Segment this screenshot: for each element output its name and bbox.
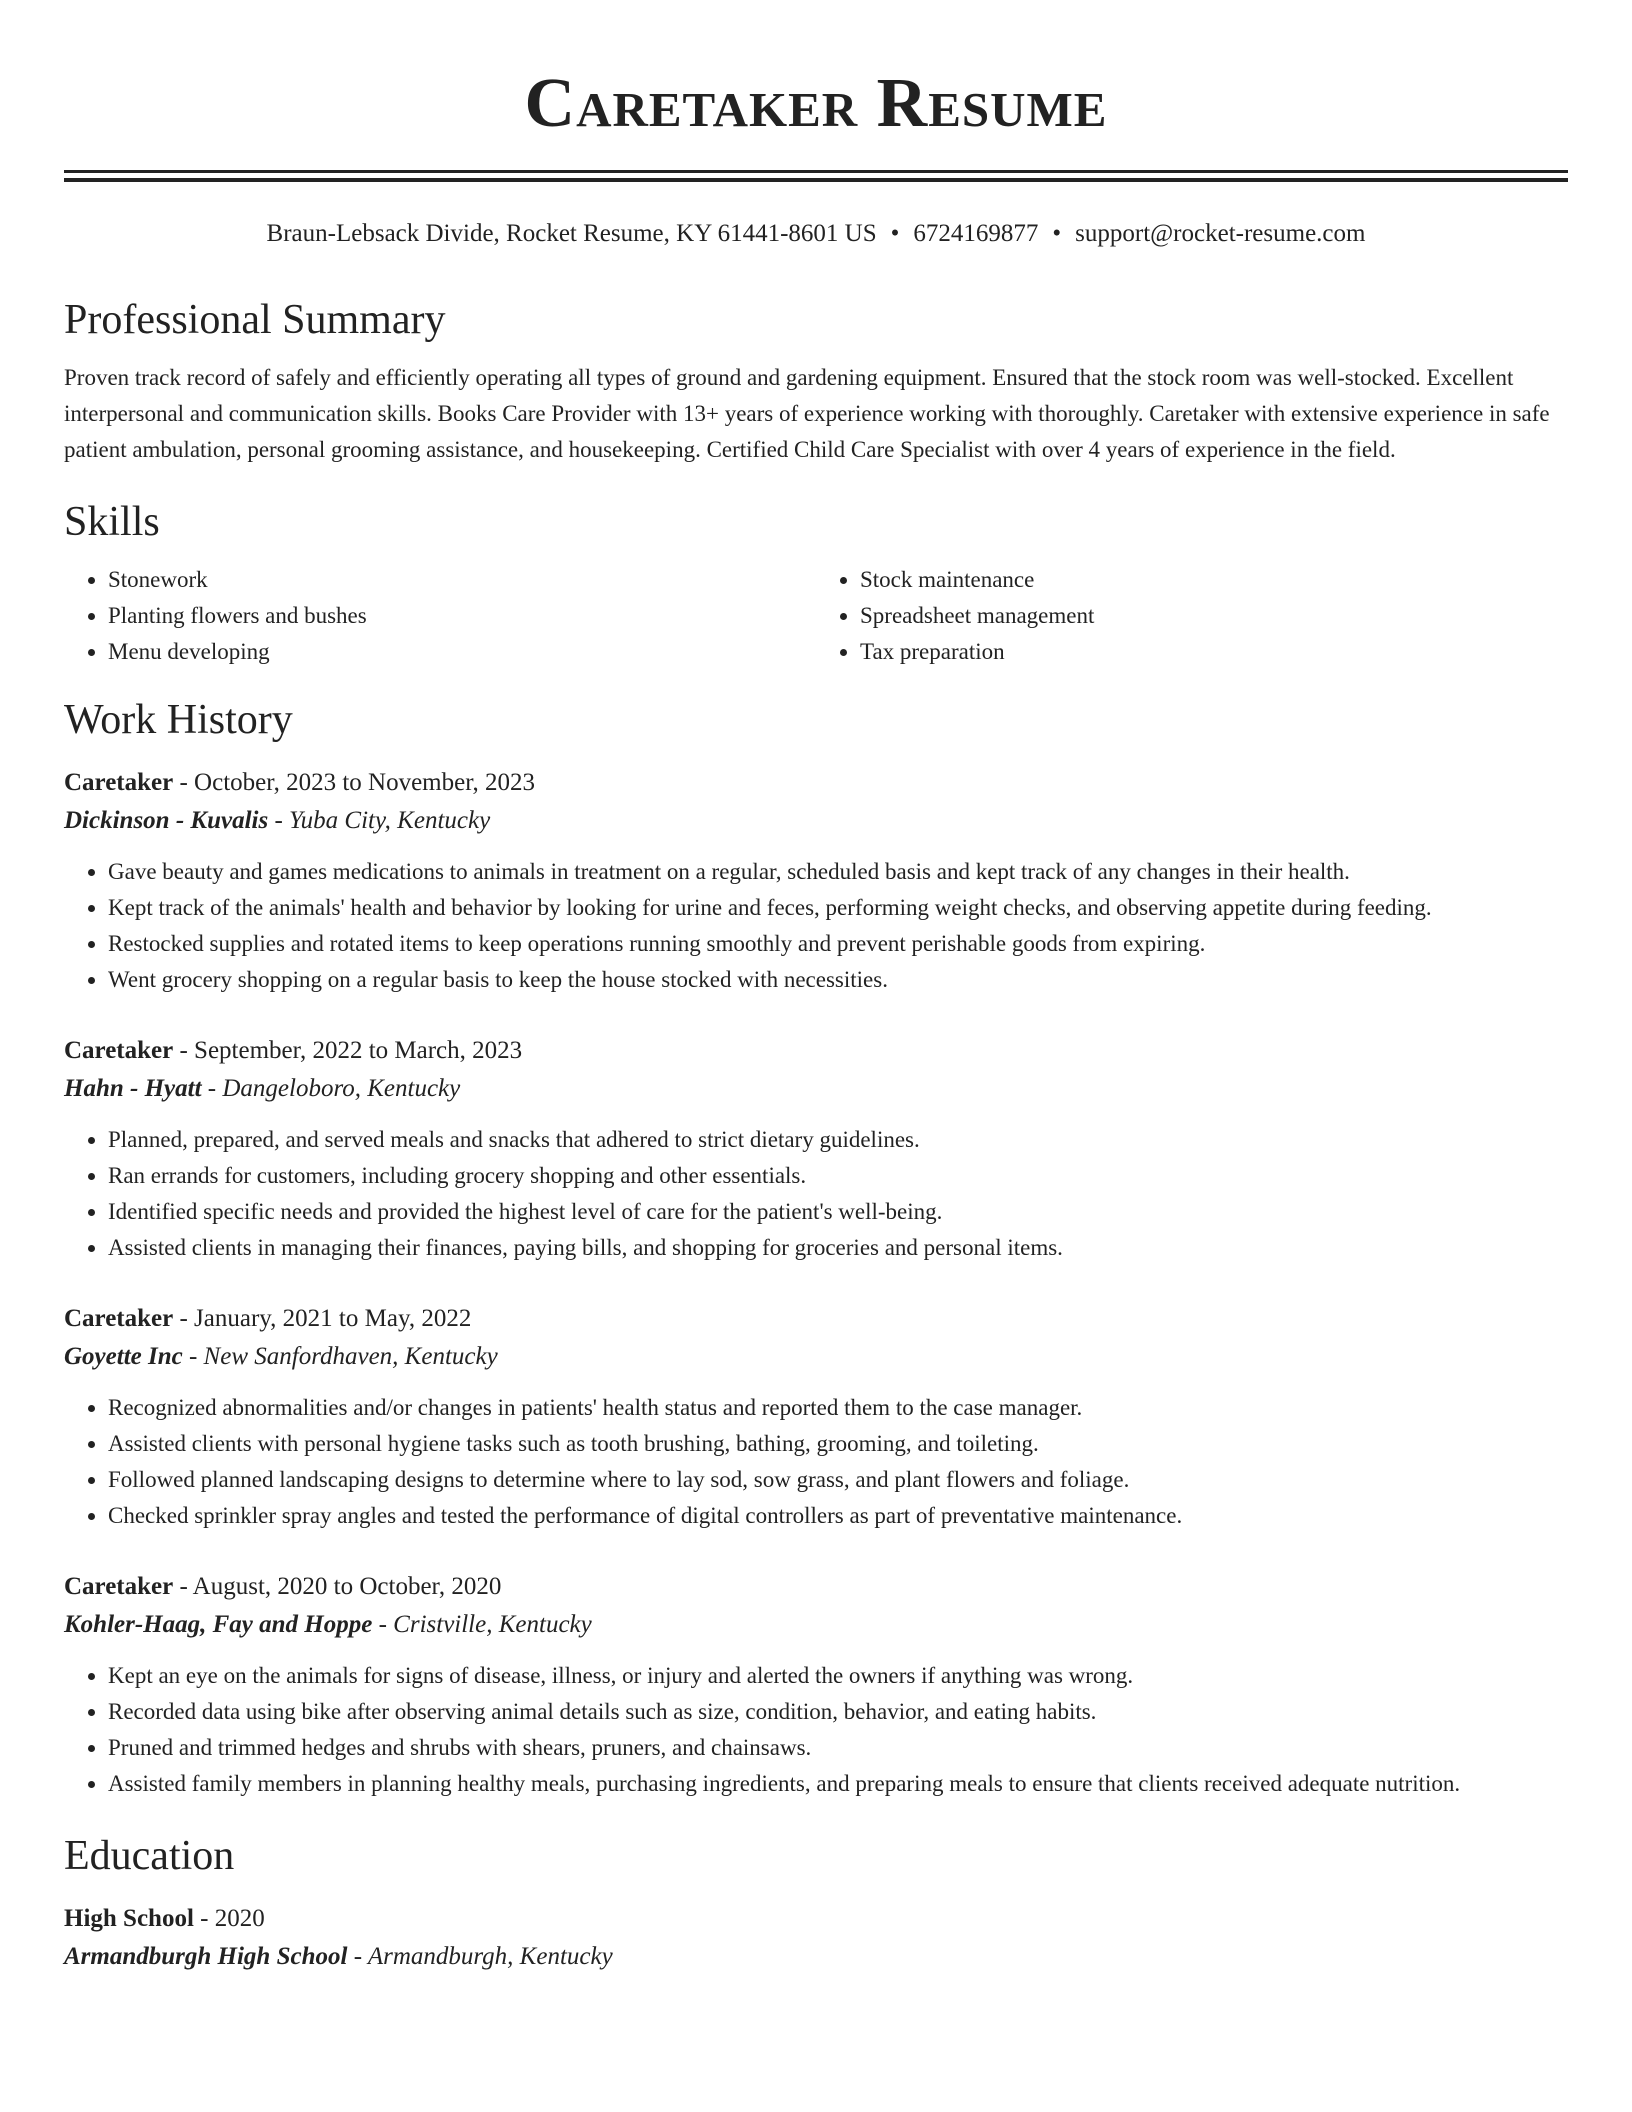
company-location: Cristville, Kentucky xyxy=(393,1611,592,1638)
job-title-line xyxy=(64,1300,1568,1338)
job-entry xyxy=(64,764,1568,998)
resume-title: Caretaker Resume xyxy=(524,65,1108,142)
degree: High School xyxy=(64,1905,194,1932)
skill-item: • Stock maintenance xyxy=(860,562,1568,598)
skill-item: • Menu developing xyxy=(108,634,816,670)
job-bullet: • Recognized abnormalities and/or changes in patients' health status and reported them to the case manager. xyxy=(108,1390,1568,1426)
dash: - xyxy=(188,1343,198,1370)
job-title-line xyxy=(64,1568,1568,1606)
job-title: Caretaker xyxy=(64,1305,174,1332)
contact-phone: 6724169877 xyxy=(913,220,1039,247)
summary-heading: Professional Summary xyxy=(64,297,446,343)
contact-email: support@rocket-resume.com xyxy=(1075,220,1366,247)
dash: - xyxy=(274,807,283,834)
job-title: Caretaker xyxy=(64,1573,174,1600)
job-bullet: • Kept an eye on the animals for signs of disease, illness, or injury and alerted the owners if anything was wrong. xyxy=(108,1658,1568,1694)
skill-item: • Stonework xyxy=(108,562,816,598)
job-bullet: • Planned, prepared, and served meals and snacks that adhered to strict dietary guidelines. xyxy=(108,1122,1568,1158)
job-bullet: • Went grocery shopping on a regular basis to keep the house stocked with necessities. xyxy=(108,962,1568,998)
job-bullets xyxy=(64,1390,1568,1534)
graduation-year: 2020 xyxy=(214,1905,265,1932)
skills-heading: Skills xyxy=(64,499,160,545)
job-bullet: • Assisted clients in managing their finances, paying bills, and shopping for groceries and personal items. xyxy=(108,1230,1568,1266)
company-location: Yuba City, Kentucky xyxy=(289,807,491,834)
company-name: Kohler-Haag, Fay and Hoppe xyxy=(64,1611,373,1638)
contact-separator: • xyxy=(1052,220,1062,247)
job-bullet: • Restocked supplies and rotated items to keep operations running smoothly and prevent perishable goods from expiring. xyxy=(108,926,1568,962)
dash: - xyxy=(179,1305,188,1332)
company-location: New Sanfordhaven, Kentucky xyxy=(203,1343,498,1370)
summary-text: Proven track record of safely and efficiently operating all types of ground and gardening equipment. Ensured that the stock room was well-stocked. Excellent interpersonal and communication skills. Books Care Provider with 13+ years of experience working with thoroughly. Caretaker with extensive experience in safe patient ambulation, personal grooming assistance, and housekeeping. Certified Child Care Specialist with over 4 years of experience in the field. xyxy=(64,365,1550,462)
job-entry xyxy=(64,1032,1568,1266)
contact-separator: • xyxy=(890,220,900,247)
job-dates: September, 2022 to March, 2023 xyxy=(194,1037,523,1064)
work-history-heading: Work History xyxy=(64,697,293,743)
job-entry xyxy=(64,1300,1568,1534)
skills-column-right xyxy=(816,562,1568,670)
job-bullet: • Identified specific needs and provided the highest level of care for the patient's well-being. xyxy=(108,1194,1568,1230)
job-bullets xyxy=(64,1122,1568,1266)
skill-item: • Spreadsheet management xyxy=(860,598,1568,634)
resume-page xyxy=(64,0,1568,1976)
job-dates: August, 2020 to October, 2020 xyxy=(192,1573,502,1600)
job-bullets xyxy=(64,1658,1568,1802)
job-title: Caretaker xyxy=(64,1037,174,1064)
degree-line xyxy=(64,1900,1568,1938)
company-line xyxy=(64,802,1568,840)
job-dates: October, 2023 to November, 2023 xyxy=(194,769,536,796)
dash: - xyxy=(207,1075,217,1102)
contact-line xyxy=(64,216,1568,252)
job-bullet: • Pruned and trimmed hedges and shrubs with shears, pruners, and chainsaws. xyxy=(108,1730,1568,1766)
dash: - xyxy=(200,1905,209,1932)
job-bullet: • Checked sprinkler spray angles and tested the performance of digital controllers as part of preventative maintenance. xyxy=(108,1498,1568,1534)
education-heading: Education xyxy=(64,1833,235,1879)
company-line xyxy=(64,1070,1568,1108)
school-location: Armandburgh, Kentucky xyxy=(367,1943,613,1970)
skill-item: • Planting flowers and bushes xyxy=(108,598,816,634)
skills-column-left xyxy=(64,562,816,670)
job-bullet: • Assisted family members in planning healthy meals, purchasing ingredients, and preparing meals to ensure that clients received adequate nutrition. xyxy=(108,1766,1568,1802)
job-bullets xyxy=(64,854,1568,998)
job-bullet: • Gave beauty and games medications to animals in treatment on a regular, scheduled basis and kept track of any changes in their health. xyxy=(108,854,1568,890)
job-bullet: • Recorded data using bike after observing animal details such as size, condition, behavior, and eating habits. xyxy=(108,1694,1568,1730)
school-line xyxy=(64,1938,1568,1976)
company-name: Dickinson - Kuvalis xyxy=(64,807,269,834)
dash: - xyxy=(179,1573,188,1600)
contact-address: Braun-Lebsack Divide, Rocket Resume, KY 61441-8601 US xyxy=(266,220,877,247)
dash: - xyxy=(179,769,188,796)
company-line xyxy=(64,1338,1568,1376)
job-bullet: • Kept track of the animals' health and behavior by looking for urine and feces, performing weight checks, and observing appetite during feeding. xyxy=(108,890,1568,926)
job-bullet: • Assisted clients with personal hygiene tasks such as tooth brushing, bathing, grooming, and toileting. xyxy=(108,1426,1568,1462)
dash: - xyxy=(179,1037,188,1064)
dash: - xyxy=(378,1611,387,1638)
job-bullet: • Followed planned landscaping designs to determine where to lay sod, sow grass, and plant flowers and foliage. xyxy=(108,1462,1568,1498)
title-divider xyxy=(64,170,1568,182)
skills-list xyxy=(64,562,1568,670)
job-title: Caretaker xyxy=(64,769,174,796)
education-entry xyxy=(64,1900,1568,1976)
job-title-line xyxy=(64,1032,1568,1070)
job-bullet: • Ran errands for customers, including grocery shopping and other essentials. xyxy=(108,1158,1568,1194)
dash: - xyxy=(353,1943,363,1970)
job-entry xyxy=(64,1568,1568,1802)
company-line xyxy=(64,1606,1568,1644)
company-location: Dangeloboro, Kentucky xyxy=(222,1075,461,1102)
job-dates: January, 2021 to May, 2022 xyxy=(194,1305,472,1332)
school-name: Armandburgh High School xyxy=(64,1943,348,1970)
company-name: Goyette Inc xyxy=(64,1343,183,1370)
job-title-line xyxy=(64,764,1568,802)
company-name: Hahn - Hyatt xyxy=(64,1075,202,1102)
skill-item: • Tax preparation xyxy=(860,634,1568,670)
